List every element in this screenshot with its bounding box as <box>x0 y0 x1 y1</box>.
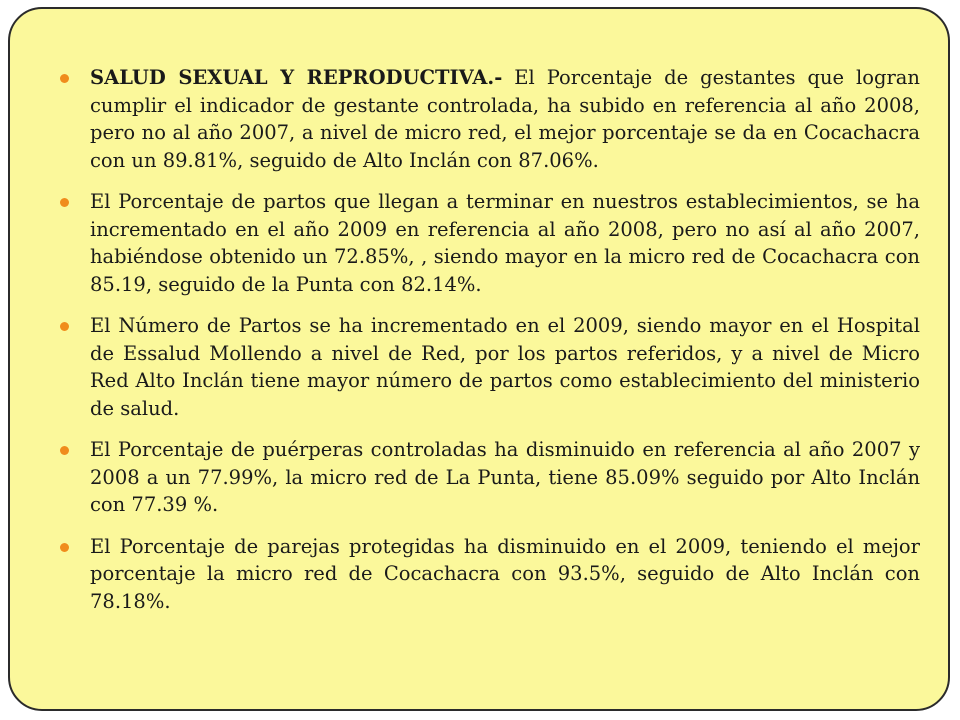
bullet-item <box>60 533 920 616</box>
bullet-item <box>60 64 920 174</box>
bullet-text: El Porcentaje de gestantes que logran cumplir el indicador de gestante controlada, ha subido en referencia al año 2008, pero no al año 2007, a nivel de micro red, el mejor porcentaje se da en Cocachacra con un 89.81%, seguido de Alto Inclán con 87.06%. <box>90 66 920 172</box>
bullet-dot-icon <box>60 198 69 207</box>
bullet-text: El Número de Partos se ha incrementado en el 2009, siendo mayor en el Hospital de Essalud Mollendo a nivel de Red, por los partos referidos, y a nivel de Micro Red Alto Inclán tiene mayor número de partos como establecimiento del ministerio de salud. <box>90 314 920 420</box>
bullet-dot-icon <box>60 322 69 331</box>
bullet-text: El Porcentaje de puérperas controladas ha disminuido en referencia al año 2007 y 2008 a un 77.99%, la micro red de La Punta, tiene 85.09% seguido por Alto Inclán con 77.39 %. <box>90 438 920 516</box>
bullet-item <box>60 188 920 298</box>
bullet-dot-icon <box>60 74 69 83</box>
bullet-dot-icon <box>60 446 69 455</box>
bullet-item <box>60 312 920 422</box>
bullet-text: El Porcentaje de partos que llegan a terminar en nuestros establecimientos, se ha incrementado en el año 2009 en referencia al año 2008, pero no así al año 2007, habiéndose obtenido un 72.85%, , siendo mayor en la micro red de Cocachacra con 85.19, seguido de la Punta con 82.14%. <box>90 190 920 296</box>
bullet-list <box>60 64 920 629</box>
bullet-dot-icon <box>60 543 69 552</box>
bullet-text: El Porcentaje de parejas protegidas ha disminuido en el 2009, teniendo el mejor porcentaje la micro red de Cocachacra con 93.5%, seguido de Alto Inclán con 78.18%. <box>90 534 920 613</box>
slide-panel <box>8 7 950 711</box>
bullet-item <box>60 436 920 519</box>
section-heading: SALUD SEXUAL Y REPRODUCTIVA.- <box>90 66 503 89</box>
